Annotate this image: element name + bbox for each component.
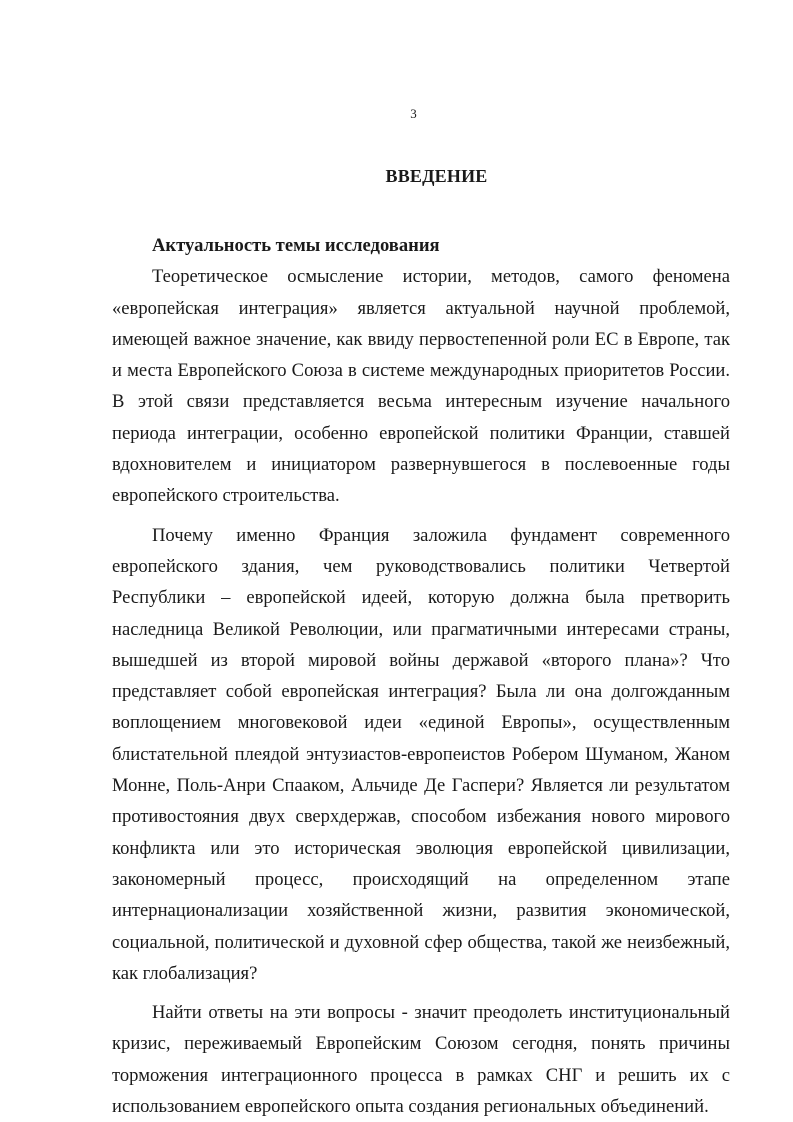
paragraph-2: Почему именно Франция заложила фундамент современного европейского здания, чем руководствовались политики Четвертой Республики – европейской идеей, которую должна была претворить наследница Великой Революции, или прагматичными интересами страны, вышедшей из второй мировой войны державой «второго плана»? Что представляет собой европейская интеграция? Была ли она долгожданным воплощением многовековой идеи «единой Европы», осуществленным блистательной плеядой энтузиастов-европеистов Робером Шуманом, Жаном Монне, Поль-Анри Спааком, Альчиде Де Гаспери? Является ли результатом противостояния двух сверхдержав, способом избежания нового мирового конфликта или это историческая эволюция европейской цивилизации, закономерный процесс, происходящий на определенном этапе интернационализации хозяйственной жизни, развития экономической, социальной, политической и духовной сфер общества, такой же неизбежный, как глобализация? [112, 524, 730, 984]
paragraph-3: Найти ответы на эти вопросы - значит преодолеть институциональный кризис, переживаемый Европейским Союзом сегодня, понять причины торможения интеграционного процесса в рамках СНГ и решить их с использованием европейского опыта создания региональных объединений. [112, 1002, 730, 1118]
page-number: 3 [410, 106, 417, 121]
section-heading: Актуальность темы исследования [152, 235, 440, 256]
body-text [112, 230, 730, 1122]
paragraph-1: Теоретическое осмысление истории, методов, самого феномена «европейская интеграция» является актуальной научной проблемой, имеющей важное значение, как ввиду первостепенной роли ЕС в Европе, так и места Европейского Союза в системе международных приоритетов России. В этой связи представляется весьма интересным изучение начального периода интеграции, особенно европейской политики Франции, ставшей вдохновителем и инициатором развернувшегося в послевоенные годы европейского строительства. [112, 266, 730, 507]
page-title: ВВЕДЕНИЕ [385, 166, 488, 186]
